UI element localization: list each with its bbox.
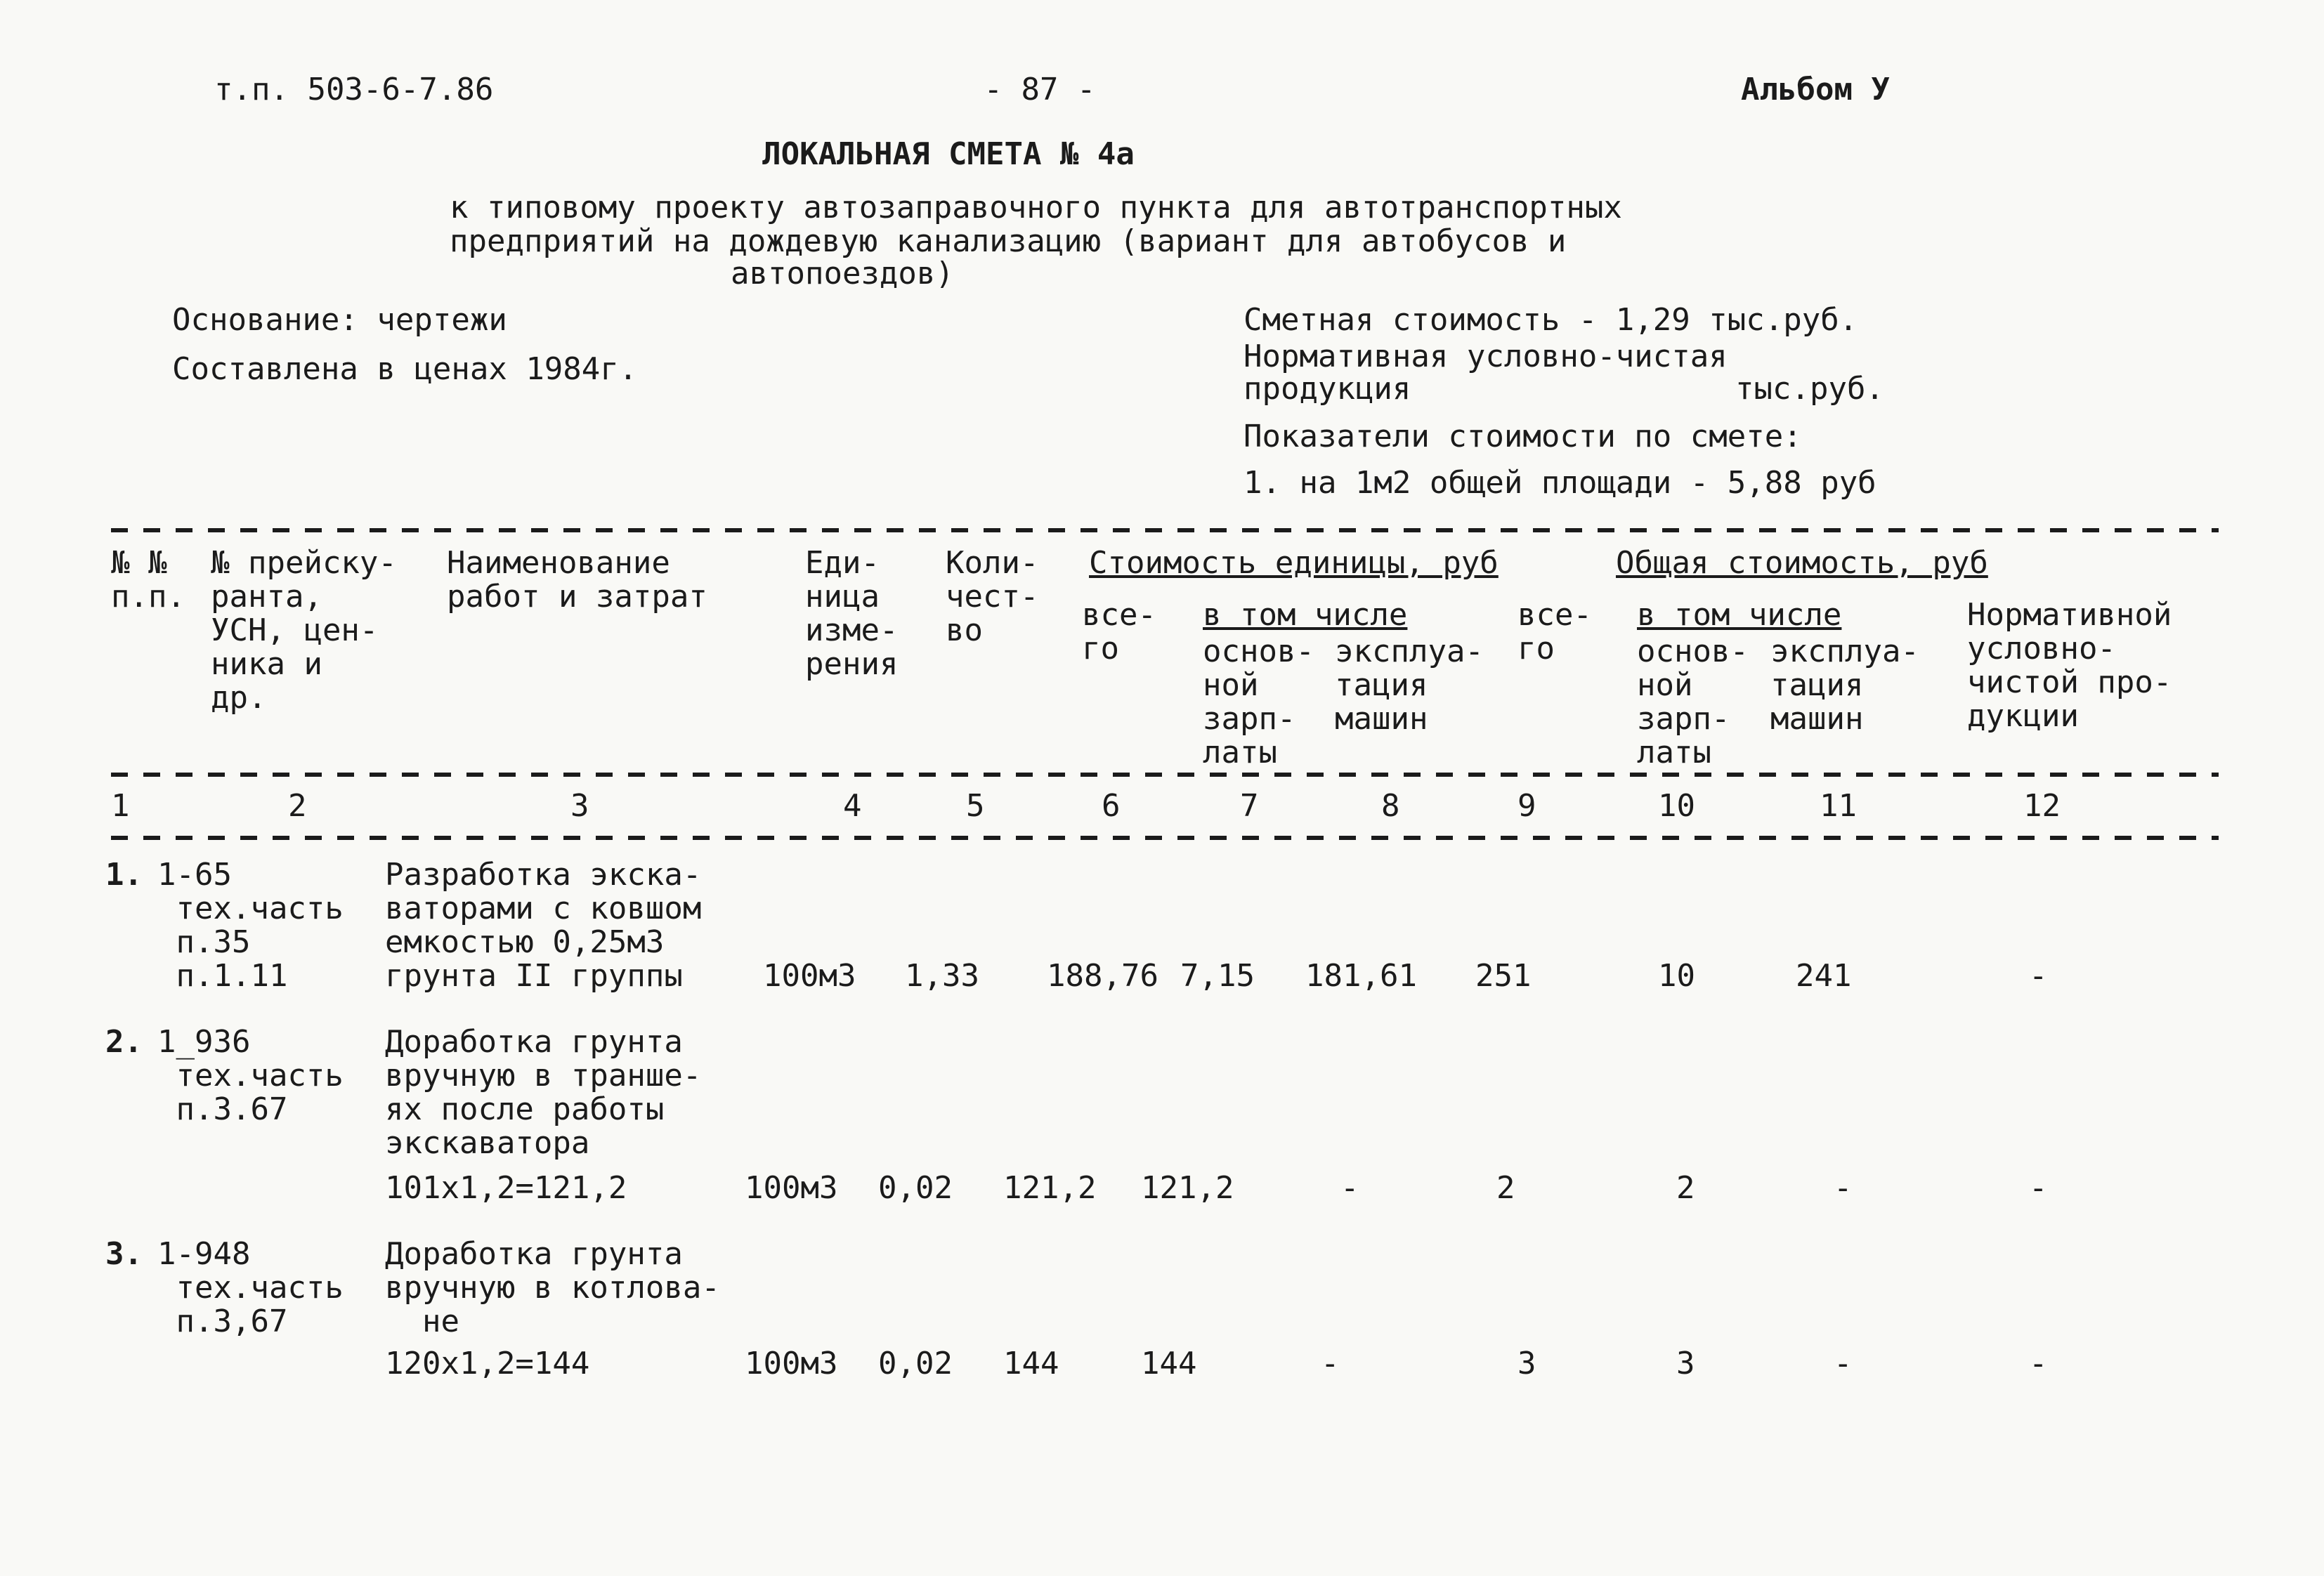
row-total: 2 <box>1496 1170 1515 1206</box>
row-total: 3 <box>1517 1346 1536 1381</box>
header-col-6: все- го <box>1082 597 1156 666</box>
unit-cost-group-header: Стоимость единицы, руб <box>1089 545 1499 581</box>
row-unit-wage: 7,15 <box>1180 958 1255 994</box>
header-col-5: Коли- чест- во <box>946 545 1039 648</box>
column-number: 6 <box>1102 788 1121 824</box>
header-col-10: основ- ной зарп- латы <box>1637 633 1749 770</box>
page-number: - 87 - <box>984 72 1096 107</box>
column-number: 12 <box>2023 788 2061 824</box>
row-unit: 100м3 <box>745 1170 838 1206</box>
row-normative: - <box>2029 1170 2048 1206</box>
normative-label: Нормативная условно-чистая <box>1243 339 1728 374</box>
column-number: 1 <box>111 788 130 824</box>
column-number: 5 <box>966 788 985 824</box>
header-col-4: Еди- ница изме- рения <box>805 545 899 682</box>
column-number: 3 <box>570 788 589 824</box>
row-work-name: Доработка грунта вручную в транше- ях после работы экскаватора <box>385 1024 702 1161</box>
row-quantity: 1,33 <box>905 958 979 994</box>
header-col-8: эксплуа- тация машин <box>1335 633 1484 737</box>
header-col-3: Наименование работ и затрат <box>447 545 707 615</box>
row-quantity: 0,02 <box>878 1346 953 1381</box>
header-col-12: Нормативной условно- чистой про- дукции <box>1967 597 2172 734</box>
row-total-machine: 241 <box>1796 958 1852 994</box>
row-calculation: 120x1,2=144 <box>385 1346 590 1381</box>
column-number: 8 <box>1381 788 1400 824</box>
column-number: 10 <box>1658 788 1695 824</box>
row-total-machine: - <box>1834 1346 1853 1381</box>
row-unit: 100м3 <box>763 958 856 994</box>
normative-label-2: продукция <box>1243 371 1411 407</box>
subtitle-line-3: автопоездов) <box>731 256 954 291</box>
column-number: 9 <box>1517 788 1536 824</box>
prices-text: Составлена в ценах 1984г. <box>172 351 638 387</box>
row-unit-machine: - <box>1321 1346 1340 1381</box>
header-col-1: № № п.п. <box>111 545 185 615</box>
total-cost-group-header: Общая стоимость, руб <box>1616 545 1988 581</box>
row-code: 1-65 тех.часть п.35 п.1.11 <box>157 857 344 994</box>
row-number: 3. <box>105 1236 143 1272</box>
row-number: 2. <box>105 1024 143 1060</box>
row-unit-wage: 121,2 <box>1141 1170 1234 1206</box>
row-total: 251 <box>1475 958 1532 994</box>
total-incl-header: в том числе <box>1637 597 1842 633</box>
row-total-wage: 2 <box>1676 1170 1695 1206</box>
table-top-rule <box>111 528 2219 532</box>
column-number: 2 <box>288 788 307 824</box>
column-number: 4 <box>843 788 862 824</box>
row-code: 1-948 тех.часть п.3,67 <box>157 1236 344 1339</box>
row-unit-machine: - <box>1340 1170 1359 1206</box>
row-unit-machine: 181,61 <box>1305 958 1417 994</box>
header-col-9: все- го <box>1517 597 1592 666</box>
row-quantity: 0,02 <box>878 1170 953 1206</box>
row-unit-wage: 144 <box>1141 1346 1197 1381</box>
unit-incl-header: в том числе <box>1203 597 1408 633</box>
row-total-wage: 10 <box>1658 958 1695 994</box>
row-number: 1. <box>105 857 143 893</box>
row-total-wage: 3 <box>1676 1346 1695 1381</box>
row-normative: - <box>2029 1346 2048 1381</box>
header-col-11: эксплуа- тация машин <box>1770 633 1919 737</box>
header-col-7: основ- ной зарп- латы <box>1203 633 1314 770</box>
row-calculation: 101x1,2=121,2 <box>385 1170 627 1206</box>
document-code: т.п. 503-6-7.86 <box>214 72 494 107</box>
basis-text: Основание: чертежи <box>172 302 507 338</box>
subtitle-line-2: предприятий на дождевую канализацию (вариант для автобусов и <box>450 223 1567 259</box>
album-label: Альбом У <box>1741 72 1890 107</box>
column-numbers-rule <box>111 836 2219 840</box>
estimated-cost: Сметная стоимость - 1,29 тыс.руб. <box>1243 302 1858 338</box>
row-unit-total: 144 <box>1003 1346 1059 1381</box>
column-number: 11 <box>1820 788 1857 824</box>
header-col-2: № прейску- ранта, УСН, цен- ника и др. <box>211 545 397 716</box>
row-normative: - <box>2029 958 2048 994</box>
row-unit-total: 121,2 <box>1003 1170 1097 1206</box>
row-unit: 100м3 <box>745 1346 838 1381</box>
row-total-machine: - <box>1834 1170 1853 1206</box>
column-number: 7 <box>1240 788 1259 824</box>
header-bottom-rule <box>111 773 2219 777</box>
document-title: ЛОКАЛЬНАЯ СМЕТА № 4а <box>762 136 1135 172</box>
row-work-name: Доработка грунта вручную в котлова- не <box>385 1236 720 1339</box>
normative-unit: тыс.руб. <box>1735 371 1884 407</box>
indicators-heading: Показатели стоимости по смете: <box>1243 419 1802 454</box>
row-unit-total: 188,76 <box>1047 958 1158 994</box>
indicator-per-m2: 1. на 1м2 общей площади - 5,88 руб <box>1243 465 1876 501</box>
subtitle-line-1: к типовому проекту автозаправочного пункта для автотранспортных <box>450 190 1622 225</box>
row-work-name: Разработка экска- ваторами с ковшом емкостью 0,25м3 грунта II группы <box>385 857 702 994</box>
row-code: 1_936 тех.часть п.3.67 <box>157 1024 344 1127</box>
